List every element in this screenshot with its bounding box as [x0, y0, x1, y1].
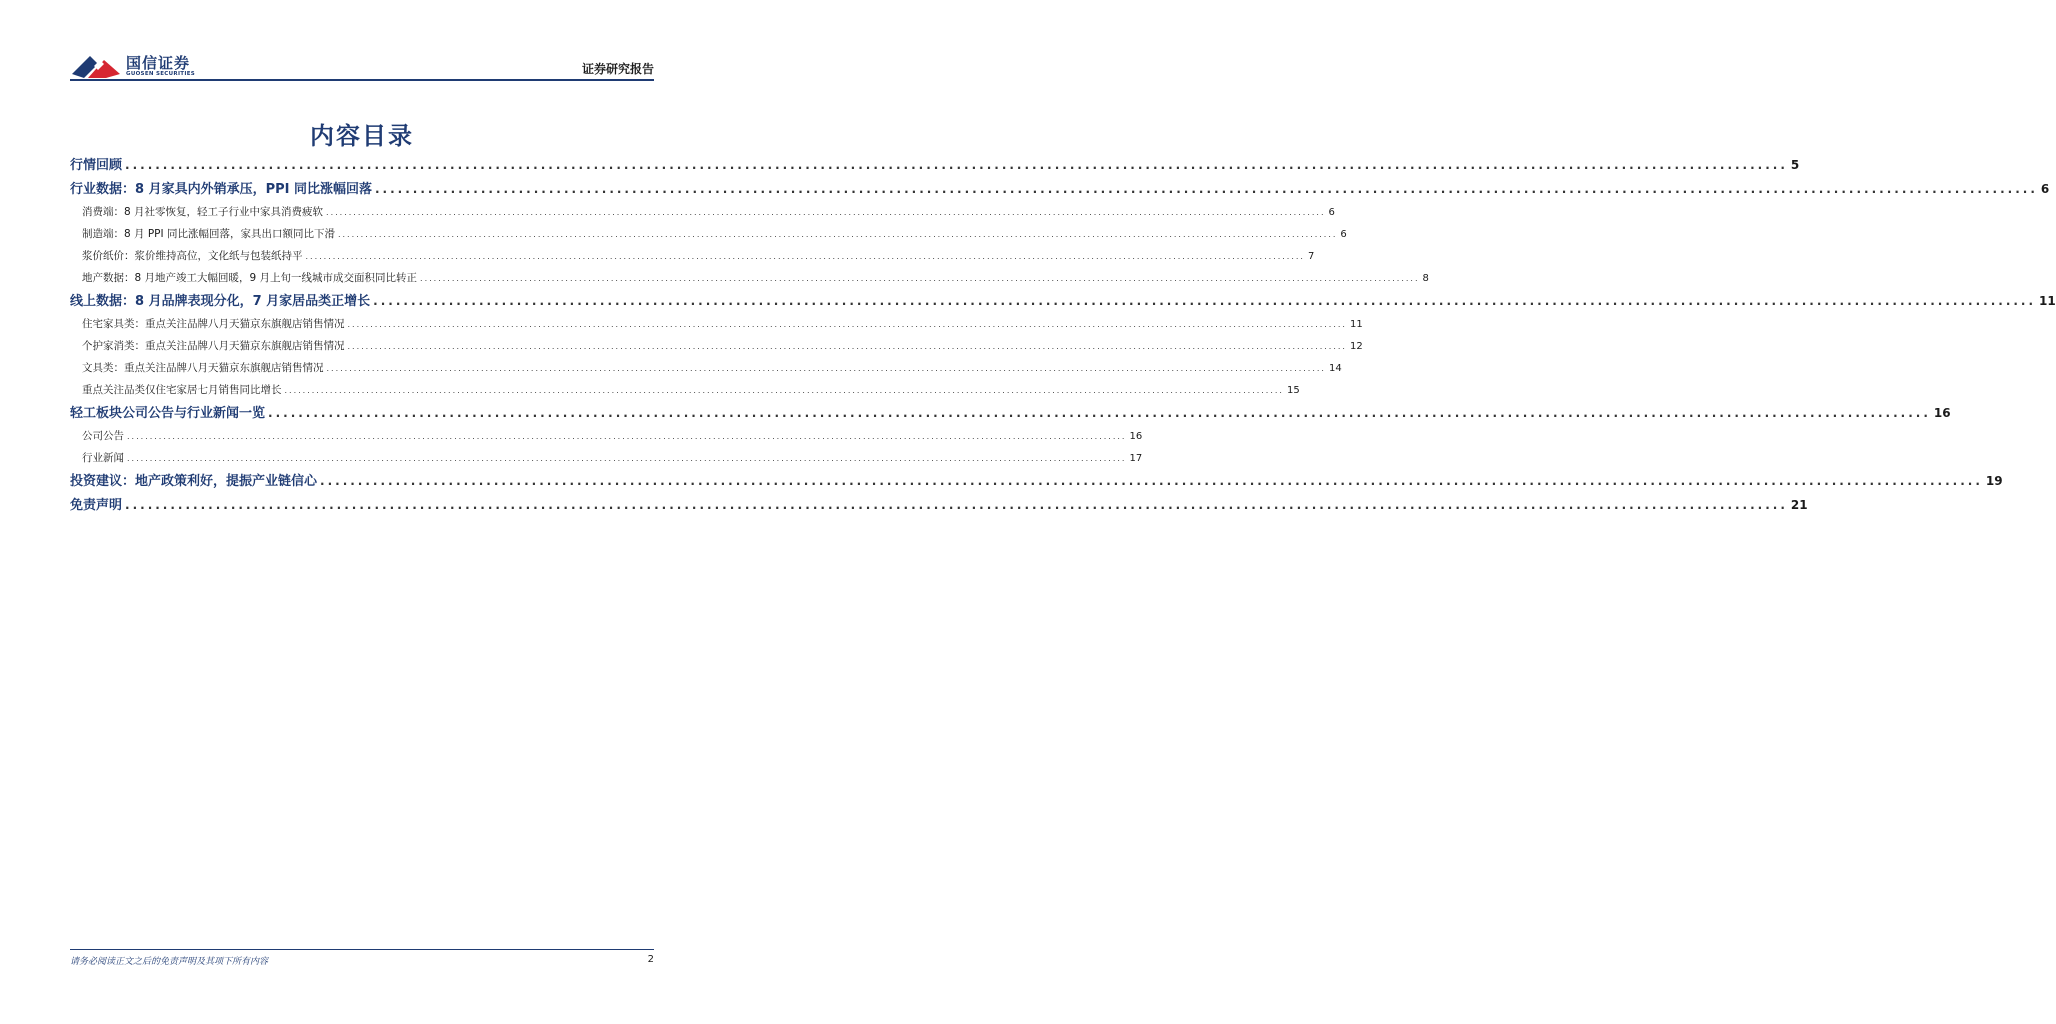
toc-dot-leader: ............................................................................................................................................................................................................................: [284, 386, 1284, 395]
toc-dot-leader: ............................................................................................................................................................................................................................: [326, 208, 1326, 217]
toc-entry-page: 17: [1129, 453, 1143, 464]
toc-entry-title: 公司公告: [82, 430, 124, 442]
toc-entry-title: 浆价纸价：浆价维持高位，文化纸与包装纸持平: [82, 250, 303, 262]
toc-entry-section[interactable]: [70, 313, 1363, 335]
toc-dot-leader: ............................................................................................................................................................................................................................: [347, 342, 1347, 351]
toc-entry-title: 轻工板块公司公告与行业新闻一览: [70, 406, 266, 421]
logo-chinese-name: 国信证券: [126, 54, 191, 72]
toc-entry-title: 行业数据：8 月家具内外销承压，PPI 同比涨幅回落: [70, 182, 372, 197]
toc-entry-page: 12: [1349, 341, 1363, 352]
toc-dot-leader: ............................................................................................................................................................................................................................: [305, 252, 1305, 261]
toc-entry-chapter[interactable]: [70, 493, 1808, 517]
toc-entry-page: 6: [2040, 182, 2050, 196]
toc-entry-page: 16: [1933, 406, 1951, 420]
toc-entry-section[interactable]: [70, 425, 1143, 447]
toc-dot-leader: ............................................................................................................................................................................................................................: [268, 406, 1931, 420]
toc-entry-title: 住宅家具类：重点关注品牌八月天猫京东旗舰店销售情况: [82, 318, 345, 330]
toc-dot-leader: ............................................................................................................................................................................................................................: [420, 274, 1420, 283]
toc-entry-page: 6: [1340, 229, 1347, 240]
toc-entry-chapter[interactable]: [70, 469, 2003, 493]
toc-entry-title: 投资建议：地产政策利好，提振产业链信心: [70, 474, 318, 489]
toc-entry-page: 11: [1349, 319, 1363, 330]
logo-english-name: GUOSEN SECURITIES: [126, 71, 196, 77]
toc-dot-leader: ............................................................................................................................................................................................................................: [375, 182, 2038, 196]
toc-entry-chapter[interactable]: [70, 177, 2050, 201]
toc-entry-chapter[interactable]: [70, 401, 1951, 425]
toc-dot-leader: ............................................................................................................................................................................................................................: [320, 474, 1983, 488]
toc-entry-title: 个护家消类：重点关注品牌八月天猫京东旗舰店销售情况: [82, 340, 345, 352]
toc-entry-title: 地产数据：8 月地产竣工大幅回暖，9 月上旬一线城市成交面积同比转正: [82, 272, 418, 284]
toc-entry-page: 19: [1985, 474, 2003, 488]
toc-entry-section[interactable]: [70, 223, 1347, 245]
page-number: 2: [647, 954, 654, 965]
toc-entry-section[interactable]: [70, 379, 1300, 401]
toc-entry-title: 重点关注品类仅住宅家居七月销售同比增长: [82, 384, 282, 396]
toc-entry-section[interactable]: [70, 335, 1363, 357]
toc-entry-page: 7: [1307, 251, 1315, 262]
toc-entry-title: 文具类：重点关注品牌八月天猫京东旗舰店销售情况: [82, 362, 324, 374]
toc-entry-chapter[interactable]: [70, 153, 1800, 177]
toc-dot-leader: ............................................................................................................................................................................................................................: [125, 158, 1788, 172]
header-divider: [70, 79, 654, 81]
toc-entry-title: 免责声明: [70, 498, 123, 513]
page-header: [0, 0, 724, 90]
toc-dot-leader: ............................................................................................................................................................................................................................: [127, 454, 1127, 463]
toc-entry-section[interactable]: [70, 357, 1342, 379]
table-of-contents: [70, 153, 2056, 517]
guosen-logo-icon: [70, 52, 122, 80]
toc-dot-leader: ............................................................................................................................................................................................................................: [125, 498, 1788, 512]
toc-entry-page: 11: [2039, 294, 2056, 308]
toc-entry-title: 线上数据：8 月品牌表现分化，7 月家居品类正增长: [70, 294, 371, 309]
toc-entry-page: 16: [1129, 431, 1143, 442]
toc-entry-section[interactable]: [70, 201, 1335, 223]
toc-entry-section[interactable]: [70, 245, 1315, 267]
toc-entry-chapter[interactable]: [70, 289, 2056, 313]
footer-divider: [70, 949, 654, 950]
toc-entry-section[interactable]: [70, 447, 1143, 469]
toc-dot-leader: ............................................................................................................................................................................................................................: [127, 432, 1127, 441]
toc-title: 内容目录: [310, 122, 414, 150]
toc-entry-page: 5: [1790, 158, 1800, 172]
toc-entry-title: 行业新闻: [82, 452, 124, 464]
toc-entry-page: 6: [1328, 207, 1335, 218]
toc-entry-title: 消费端：8 月社零恢复，轻工子行业中家具消费疲软: [82, 206, 324, 218]
toc-entry-section[interactable]: [70, 267, 1429, 289]
report-type-label: 证券研究报告: [581, 62, 654, 76]
toc-entry-title: 制造端：8 月 PPI 同比涨幅回落，家具出口额同比下滑: [82, 228, 335, 240]
toc-dot-leader: ............................................................................................................................................................................................................................: [373, 294, 2037, 308]
toc-entry-page: 14: [1328, 363, 1342, 374]
toc-entry-page: 8: [1422, 273, 1429, 284]
toc-dot-leader: ............................................................................................................................................................................................................................: [337, 230, 1338, 239]
toc-entry-title: 行情回顾: [70, 158, 123, 173]
footer-disclaimer-note: 请务必阅读正文之后的免责声明及其项下所有内容: [70, 957, 269, 967]
toc-dot-leader: ............................................................................................................................................................................................................................: [347, 320, 1347, 329]
toc-dot-leader: ............................................................................................................................................................................................................................: [326, 364, 1326, 373]
toc-entry-page: 21: [1790, 498, 1808, 512]
toc-entry-page: 15: [1286, 385, 1300, 396]
